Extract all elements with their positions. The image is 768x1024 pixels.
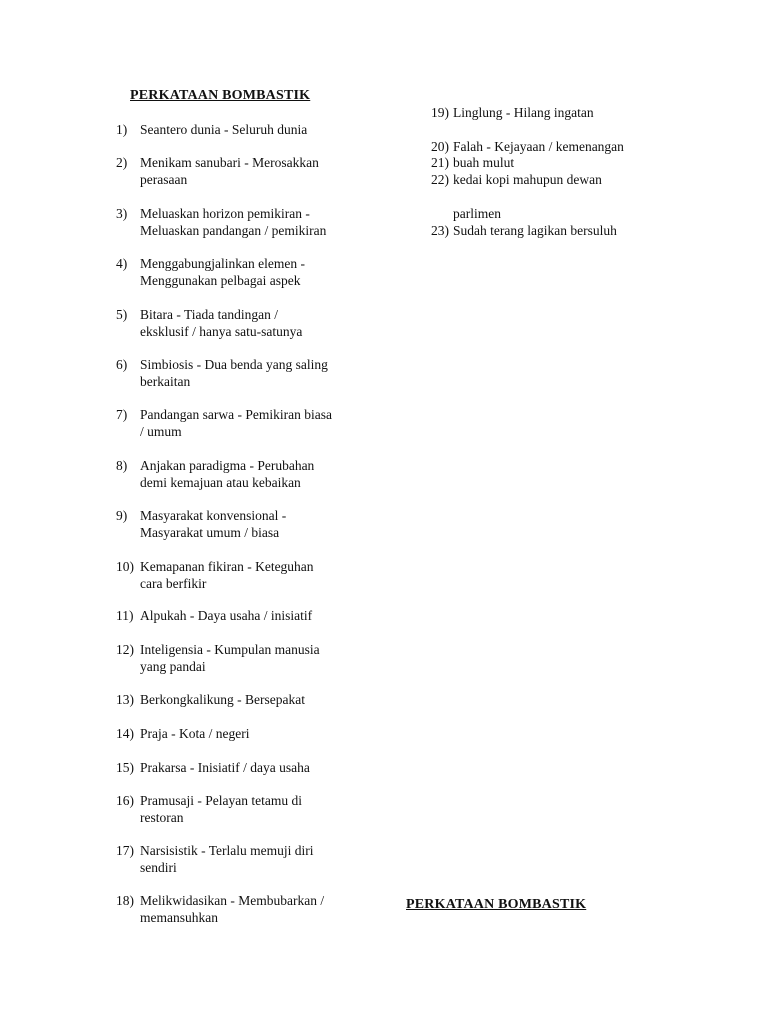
- item-text: Bitara - Tiada tandingan / eksklusif / hanya satu-satunya: [140, 307, 303, 339]
- item-text: Falah - Kejayaan / kemenangan: [453, 139, 624, 154]
- item-text: Sudah terang lagikan bersuluh: [453, 223, 617, 238]
- item-number: 3): [116, 206, 128, 221]
- item-text: Pandangan sarwa - Pemikiran biasa / umum: [140, 407, 332, 439]
- item-text: Menikam sanubari - Merosakkan perasaan: [140, 155, 319, 187]
- item-number: 23): [431, 223, 449, 238]
- item-text: Kemapanan fikiran - Keteguhan cara berfikir: [140, 559, 314, 591]
- item-number: 12): [116, 642, 134, 657]
- item-text: Inteligensia - Kumpulan manusia yang pandai: [140, 642, 320, 674]
- section-title: PERKATAAN BOMBASTIK: [406, 897, 587, 912]
- item-text: Pramusaji - Pelayan tetamu di restoran: [140, 793, 302, 825]
- page-title: PERKATAAN BOMBASTIK: [130, 88, 311, 103]
- item-number: 6): [116, 357, 128, 372]
- item-number: 13): [116, 692, 134, 707]
- item-number: 19): [431, 105, 449, 120]
- item-text: Narsisistik - Terlalu memuji diri sendiri: [140, 843, 314, 875]
- item-number: 22): [431, 172, 449, 187]
- item-number: 21): [431, 155, 449, 170]
- item-text: Praja - Kota / negeri: [140, 726, 250, 741]
- item-number: 16): [116, 793, 134, 808]
- item-text: Masyarakat konvensional - Masyarakat umum / biasa: [140, 508, 287, 540]
- item-number: 14): [116, 726, 134, 741]
- item-text: Linglung - Hilang ingatan: [453, 105, 594, 120]
- item-number: 10): [116, 559, 134, 574]
- item-number: 17): [116, 843, 134, 858]
- item-number: 8): [116, 458, 128, 473]
- item-number: 4): [116, 256, 128, 271]
- item-number: 9): [116, 508, 128, 523]
- item-text: Anjakan paradigma - Perubahan demi kemajuan atau kebaikan: [140, 458, 315, 490]
- item-text: Melikwidasikan - Membubarkan / memansuhkan: [140, 893, 325, 925]
- item-text: buah mulut: [453, 155, 515, 170]
- item-text: kedai kopi mahupun dewan: [453, 172, 602, 187]
- item-number: 18): [116, 893, 134, 908]
- item-number: 5): [116, 307, 128, 322]
- item-number: 15): [116, 760, 134, 775]
- item-text: Berkongkalikung - Bersepakat: [140, 692, 305, 707]
- item-text: Prakarsa - Inisiatif / daya usaha: [140, 760, 310, 775]
- item-number: 11): [116, 608, 134, 623]
- item-text: Simbiosis - Dua benda yang saling berkaitan: [140, 357, 328, 389]
- item-text: Menggabungjalinkan elemen - Menggunakan pelbagai aspek: [140, 256, 305, 288]
- list-item-continuation: parlimen: [453, 206, 501, 221]
- item-text: Seantero dunia - Seluruh dunia: [140, 122, 308, 137]
- item-number: 7): [116, 407, 128, 422]
- item-number: 1): [116, 122, 128, 137]
- item-text: Alpukah - Daya usaha / inisiatif: [140, 608, 313, 623]
- item-number: 2): [116, 155, 128, 170]
- item-text: Meluaskan horizon pemikiran - Meluaskan pandangan / pemikiran: [140, 206, 327, 238]
- item-number: 20): [431, 139, 449, 154]
